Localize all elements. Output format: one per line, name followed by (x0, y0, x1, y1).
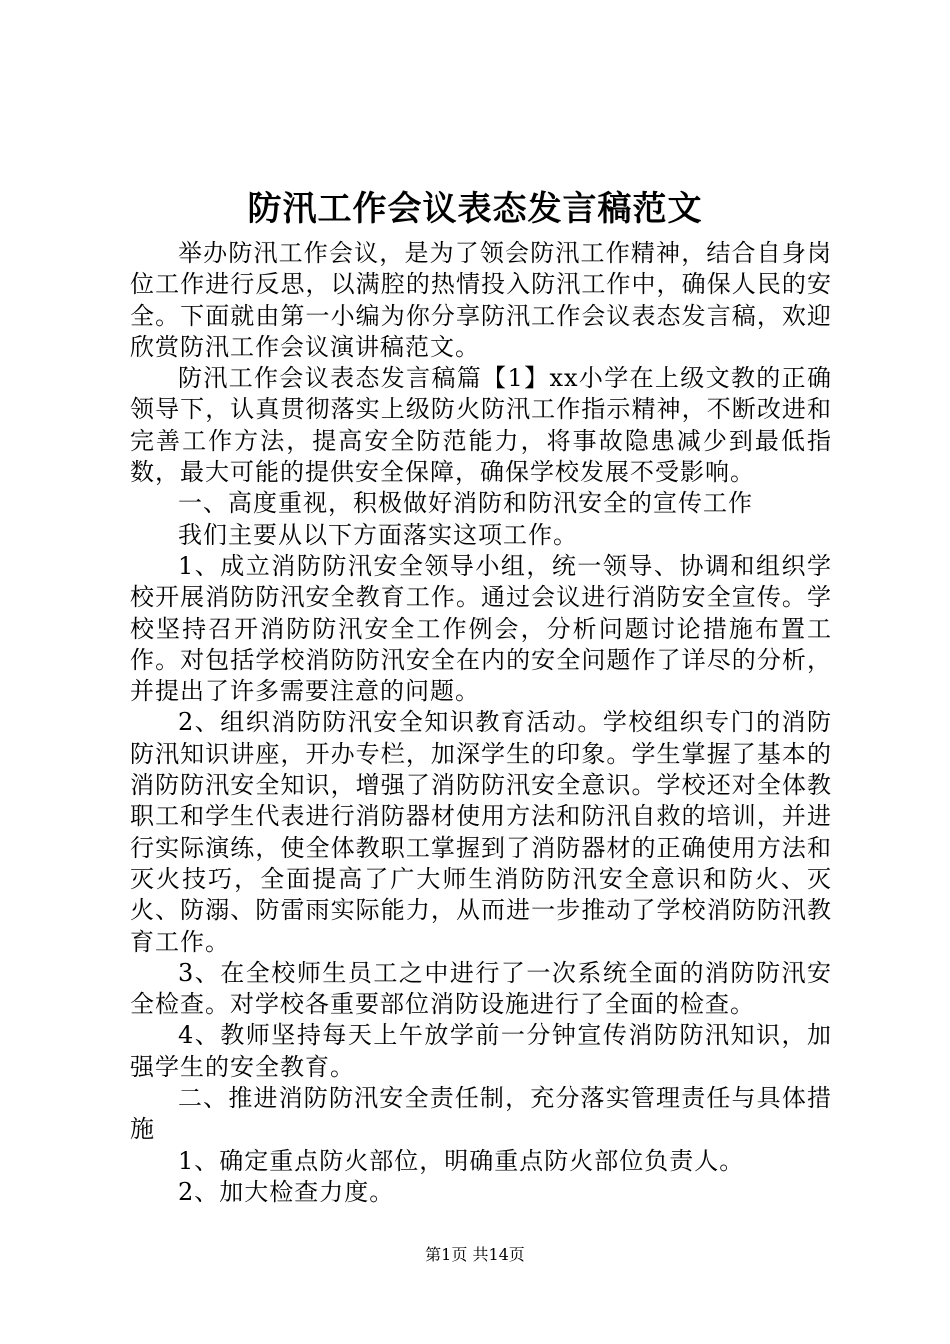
document-title: 防汛工作会议表态发言稿范文 (247, 189, 703, 229)
list-item-2-2: 2、加大检查力度。 (178, 1177, 395, 1206)
page-number-footer: 第1页 共14页 (425, 1245, 525, 1264)
list-item-2: 2、组织消防防汛安全知识教育活动。学校组织专门的消防防汛知识讲座，开办专栏，加深学生的印象。学生掌握了基本的消防防汛安全知识，增强了消防防汛安全意识。学校还对全体教职工和学生代表进行消防器材使用方法和防汛自救的培训，并进行实际演练，使全体教职工掌握到了消防器材的正确使用方法和灭火技巧，全面提高了广大师生消防防汛安全意识和防火、灭火、防溺、防雷雨实际能力，从而进一步推动了学校消防防汛教育工作。 (130, 708, 832, 956)
paragraph-intro: 举办防汛工作会议，是为了领会防汛工作精神，结合自身岗位工作进行反思，以满腔的热情投入防汛工作中，确保人民的安全。下面就由第一小编为你分享防汛工作会议表态发言稿，欢迎欣赏防汛工作会议演讲稿范文。 (130, 239, 832, 361)
paragraph-section-1-intro: 我们主要从以下方面落实这项工作。 (178, 520, 578, 549)
section-heading-2: 二、推进消防防汛安全责任制，充分落实管理责任与具体措施 (130, 1084, 832, 1144)
list-item-2-1: 1、确定重点防火部位，明确重点防火部位负责人。 (178, 1146, 745, 1175)
list-item-1: 1、成立消防防汛安全领导小组，统一领导、协调和组织学校开展消防防汛安全教育工作。通过会议进行消防安全宣传。学校坚持召开消防防汛安全工作例会，分析问题讨论措施布置工作。对包括学校消防防汛安全在内的安全问题作了详尽的分析，并提出了许多需要注意的问题。 (130, 551, 832, 706)
document-body (130, 238, 832, 1208)
list-item-3: 3、在全校师生员工之中进行了一次系统全面的消防防汛安全检查。对学校各重要部位消防设施进行了全面的检查。 (130, 958, 832, 1019)
list-item-4: 4、教师坚持每天上午放学前一分钟宣传消防防汛知识，加强学生的安全教育。 (130, 1021, 832, 1081)
section-heading-1: 一、高度重视，积极做好消防和防汛安全的宣传工作 (178, 489, 753, 518)
paragraph-part-1: 防汛工作会议表态发言稿篇【1】xx小学在上级文教的正确领导下，认真贯彻落实上级防火防汛工作指示精神，不断改进和完善工作方法，提高安全防范能力，将事故隐患减少到最低指数，最大可能的提供安全保障，确保学校发展不受影响。 (130, 364, 832, 487)
